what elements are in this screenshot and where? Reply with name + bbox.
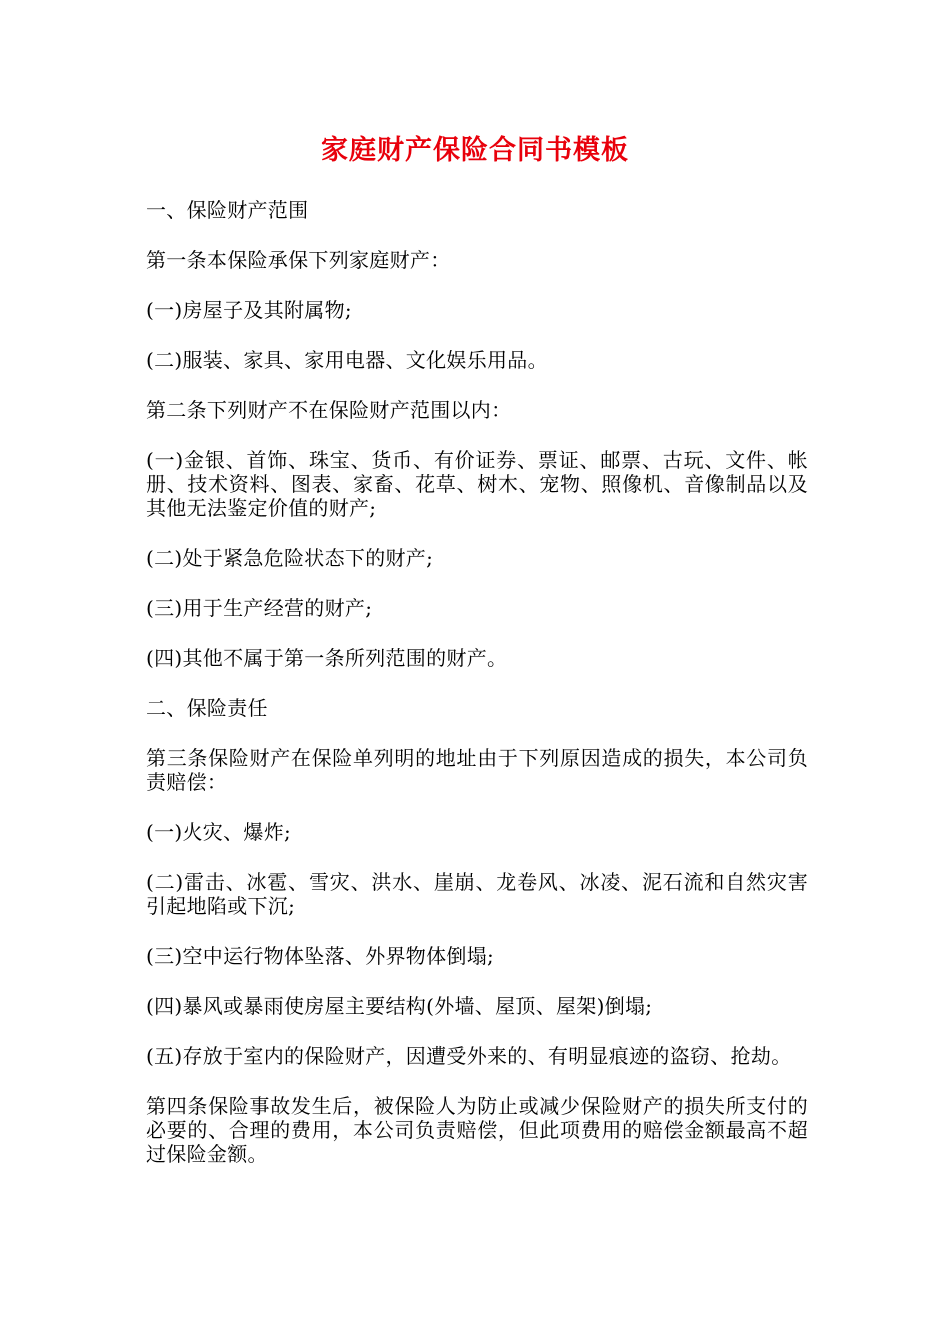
- list-item: (一)金银、首饰、珠宝、货币、有价证券、票证、邮票、古玩、文件、帐册、技术资料、图表、家畜、花草、树木、宠物、照像机、音像制品以及其他无法鉴定价值的财产;: [146, 448, 808, 520]
- document-title: 家庭财产保险合同书模板: [321, 135, 629, 166]
- document-body: [146, 198, 808, 1192]
- list-item: (三)空中运行物体坠落、外界物体倒塌;: [146, 944, 495, 968]
- article-paragraph: 第一条本保险承保下列家庭财产：: [146, 248, 451, 272]
- list-item: (四)其他不属于第一条所列范围的财产。: [146, 646, 508, 670]
- list-item: (二)服装、家具、家用电器、文化娱乐用品。: [146, 348, 548, 372]
- section-heading: 二、保险责任: [146, 696, 268, 720]
- article-paragraph: 第四条保险事故发生后，被保险人为防止或减少保险财产的损失所支付的必要的、合理的费用，本公司负责赔偿，但此项费用的赔偿金额最高不超过保险金额。: [146, 1094, 808, 1166]
- list-item: (二)雷击、冰雹、雪灾、洪水、崖崩、龙卷风、冰凌、泥石流和自然灾害引起地陷或下沉;: [146, 870, 808, 918]
- list-item: (五)存放于室内的保险财产，因遭受外来的、有明显痕迹的盗窃、抢劫。: [146, 1044, 792, 1068]
- list-item: (一)火灾、爆炸;: [146, 820, 292, 844]
- list-item: (二)处于紧急危险状态下的财产;: [146, 546, 434, 570]
- section-heading: 一、保险财产范围: [146, 198, 309, 222]
- article-paragraph: 第三条保险财产在保险单列明的地址由于下列原因造成的损失，本公司负责赔偿：: [146, 746, 808, 794]
- list-item: (四)暴风或暴雨使房屋主要结构(外墙、屋顶、屋架)倒塌;: [146, 994, 653, 1018]
- list-item: (一)房屋子及其附属物;: [146, 298, 352, 322]
- article-paragraph: 第二条下列财产不在保险财产范围以内：: [146, 398, 512, 422]
- list-item: (三)用于生产经营的财产;: [146, 596, 373, 620]
